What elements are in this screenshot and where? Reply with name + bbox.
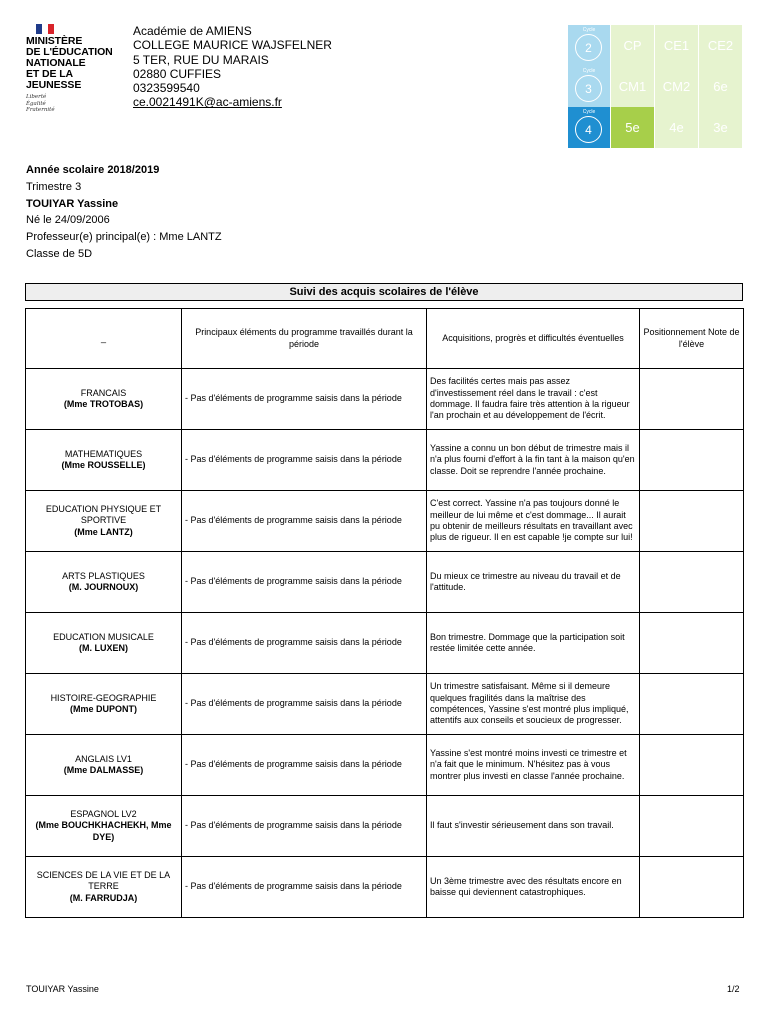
header-comment: Acquisitions, progrès et difficultés éventuelles xyxy=(427,309,640,369)
program-cell: - Pas d'éléments de programme saisis dans la période xyxy=(182,369,427,430)
motto-line: Égalité xyxy=(26,100,46,107)
subject-cell xyxy=(26,369,182,430)
subject-name: EDUCATION MUSICALE xyxy=(53,631,154,642)
subject-teacher: (M. JOURNOUX) xyxy=(68,582,139,592)
level-cm2: CM2 xyxy=(655,66,698,107)
footer-student-name: TOUIYAR Yassine xyxy=(26,984,99,994)
subject-teacher: (M. LUXEN) xyxy=(79,643,128,653)
cycle-label: Cycle xyxy=(582,68,596,74)
section-title: Suivi des acquis scolaires de l'élève xyxy=(25,283,743,301)
marianne-flag-icon xyxy=(36,24,54,34)
subject-cell xyxy=(26,796,182,857)
cycle-number: 2 xyxy=(575,34,602,61)
page-number: 1/2 xyxy=(727,984,740,994)
table-row xyxy=(26,857,744,918)
program-cell: - Pas d'éléments de programme saisis dans la période xyxy=(182,491,427,552)
grade-cell xyxy=(640,430,744,491)
cycle-2-badge xyxy=(568,25,610,66)
program-cell: - Pas d'éléments de programme saisis dans la période xyxy=(182,674,427,735)
subject-teacher: (Mme ROUSSELLE) xyxy=(61,460,146,470)
cycle-number: 3 xyxy=(575,75,602,102)
subject-teacher: (Mme DUPONT) xyxy=(70,704,137,714)
academy-name: Académie de AMIENS xyxy=(133,24,252,38)
table-row xyxy=(26,430,744,491)
subject-name: ANGLAIS LV1 xyxy=(75,753,132,764)
subject-teacher: (Mme LANTZ) xyxy=(74,526,133,537)
subject-teacher: (M. FARRUDJA) xyxy=(69,892,138,903)
cycle-label: Cycle xyxy=(582,109,596,115)
ministry-line: NATIONALE xyxy=(26,57,86,69)
term: Trimestre 3 xyxy=(26,180,82,193)
subject-name: SCIENCES DE LA VIE ET DE LA TERRE xyxy=(36,870,171,892)
program-cell: - Pas d'éléments de programme saisis dans la période xyxy=(182,735,427,796)
republic-motto xyxy=(26,94,130,114)
subject-name: MATHEMATIQUES xyxy=(64,448,143,459)
level-5e-active: 5e xyxy=(611,107,654,148)
cycle-label: Cycle xyxy=(582,27,596,33)
table-row xyxy=(26,796,744,857)
class-name: Classe de 5D xyxy=(26,247,93,260)
level-ce1: CE1 xyxy=(655,25,698,66)
comment-cell: Un trimestre satisfaisant. Même si il demeure quelques fragilités dans la maîtrise des compétences, Yassine s'est montré plus impliqué, attentifs aux conseils et soucieux de progresser. xyxy=(427,674,640,735)
level-4e: 4e xyxy=(655,107,698,148)
comment-cell: Du mieux ce trimestre au niveau du travail et de l'attitude. xyxy=(427,552,640,613)
subject-name: FRANCAIS xyxy=(80,387,127,398)
ministry-logo xyxy=(26,24,130,114)
ministry-name xyxy=(26,36,130,91)
program-cell: - Pas d'éléments de programme saisis dans la période xyxy=(182,613,427,674)
program-cell: - Pas d'éléments de programme saisis dans la période xyxy=(182,857,427,918)
main-teacher: Professeur(e) principal(e) : Mme LANTZ xyxy=(26,231,222,244)
grade-cell xyxy=(640,552,744,613)
comment-cell: C'est correct. Yassine n'a pas toujours donné le meilleur de lui même et c'est dommage... Il aurait pu obtenir de meilleurs résultats en travaillant avec plus de rigueur. Il en est capable !je compte sur lui! xyxy=(427,491,640,552)
ministry-line: DE L'ÉDUCATION xyxy=(26,46,113,58)
school-city: 02880 CUFFIES xyxy=(133,66,222,81)
level-cp: CP xyxy=(611,25,654,66)
student-info xyxy=(26,162,222,263)
grade-cell xyxy=(640,613,744,674)
school-street: 5 TER, RUE DU MARAIS xyxy=(133,52,269,67)
school-name: COLLEGE MAURICE WAJSFELNER xyxy=(133,38,332,53)
birth-date: Né le 24/09/2006 xyxy=(26,214,110,227)
cycle-level-grid xyxy=(568,25,742,148)
motto-line: Liberté xyxy=(26,94,47,100)
comment-cell: Il faut s'investir sérieusement dans son travail. xyxy=(427,796,640,857)
subject-teacher: (Mme TROTOBAS) xyxy=(63,399,144,409)
level-3e: 3e xyxy=(699,107,742,148)
level-cm1: CM1 xyxy=(611,66,654,107)
table-row xyxy=(26,369,744,430)
subject-name: EDUCATION PHYSIQUE ET SPORTIVE xyxy=(45,504,162,526)
grade-cell xyxy=(640,796,744,857)
table-row xyxy=(26,552,744,613)
level-ce2: CE2 xyxy=(699,25,742,66)
table-row xyxy=(26,613,744,674)
comment-cell: Yassine s'est montré moins investi ce trimestre et n'a fait que le minimum. N'hésitez pas à vous montrer plus investi en classe l'année prochaine. xyxy=(427,735,640,796)
subject-cell xyxy=(26,491,182,552)
student-name: TOUIYAR Yassine xyxy=(26,197,119,210)
subject-teacher: (Mme DALMASSE) xyxy=(63,765,144,775)
program-cell: - Pas d'éléments de programme saisis dans la période xyxy=(182,552,427,613)
school-email-link[interactable]: ce.0021491K@ac-amiens.fr xyxy=(133,95,282,110)
grade-cell xyxy=(640,369,744,430)
subject-cell xyxy=(26,735,182,796)
cycle-4-badge-active xyxy=(568,107,610,148)
program-cell: - Pas d'éléments de programme saisis dans la période xyxy=(182,430,427,491)
level-6e: 6e xyxy=(699,66,742,107)
grade-cell xyxy=(640,674,744,735)
subject-cell xyxy=(26,857,182,918)
comment-cell: Yassine a connu un bon début de trimestre mais il n'a plus fourni d'effort à la fin tant à la maison qu'en classe. Doit se reprendre l'année prochaine. xyxy=(427,430,640,491)
grade-cell xyxy=(640,735,744,796)
subject-cell xyxy=(26,613,182,674)
grades-table xyxy=(25,308,744,918)
ministry-line: MINISTÈRE xyxy=(26,35,83,47)
header-grade: Positionnement Note de l'élève xyxy=(640,309,744,369)
program-cell: - Pas d'éléments de programme saisis dans la période xyxy=(182,796,427,857)
comment-cell: Un 3ème trimestre avec des résultats encore en baisse qui deviennent catastrophiques. xyxy=(427,857,640,918)
table-header-row xyxy=(26,309,744,369)
subject-name: HISTOIRE-GEOGRAPHIE xyxy=(50,692,157,703)
subject-cell xyxy=(26,430,182,491)
subject-cell xyxy=(26,674,182,735)
header-subject: _ xyxy=(26,309,182,369)
comment-cell: Bon trimestre. Dommage que la participation soit restée limitée cette année. xyxy=(427,613,640,674)
grade-cell xyxy=(640,857,744,918)
table-row xyxy=(26,735,744,796)
motto-line: Fraternité xyxy=(26,107,55,113)
header-program: Principaux éléments du programme travaillés durant la période xyxy=(182,309,427,369)
school-phone: 0323599540 xyxy=(133,81,200,96)
subject-teacher: (Mme BOUCHKHACHEKH, Mme DYE) xyxy=(35,820,172,842)
subject-name: ESPAGNOL LV2 xyxy=(70,809,137,820)
comment-cell: Des facilités certes mais pas assez d'investissement réel dans le travail : c'est dommage. Il faudra faire très attention à la rigueur l'an prochain et au développement de l'écrit. xyxy=(427,369,640,430)
cycle-number: 4 xyxy=(575,116,602,143)
subject-name: ARTS PLASTIQUES xyxy=(62,570,145,581)
cycle-3-badge xyxy=(568,66,610,107)
school-year: Année scolaire 2018/2019 xyxy=(26,164,160,176)
ministry-line: ET DE LA JEUNESSE xyxy=(26,68,82,91)
school-address xyxy=(133,24,332,110)
grade-cell xyxy=(640,491,744,552)
table-row xyxy=(26,674,744,735)
table-row xyxy=(26,491,744,552)
subject-cell xyxy=(26,552,182,613)
